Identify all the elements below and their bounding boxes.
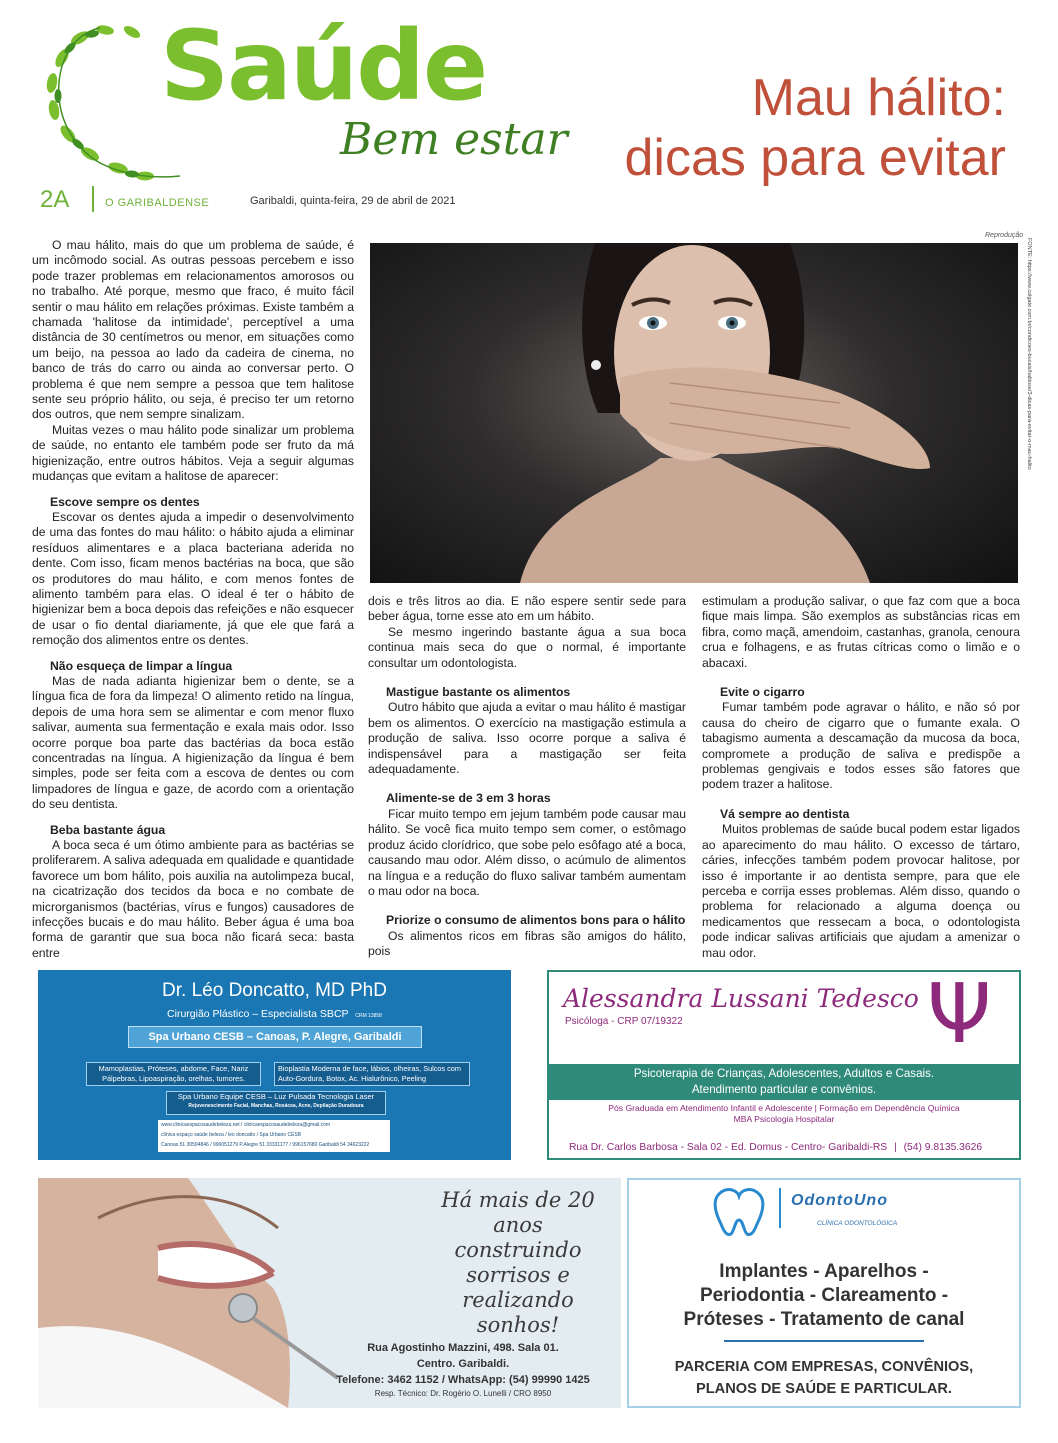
ad-services-left: Mamoplastias, Próteses, abdome, Face, Nariz Pálpebras, Lipoaspiração, orelhas, tumores. (86, 1062, 261, 1086)
ad-services-line-1: Implantes - Aparelhos - (719, 1261, 929, 1282)
paragraph: O mau hálito, mais do que um problema de saúde, é um incômodo social. As outras pessoas percebem e isso pode trazer problemas em relacionamentos amorosos ou no trabalho. Até porque, mesmo que fraco, é muito fácil sentir o mau hálito em relações próximas. Existe também a chamada 'halitose da intimidade', perceptível a uma distância de 30 centímetros ou menor, em situações como um beijo, na pessoa ao lado da cadeira de cinema, no banco de trás do carro ou ainda ao conversar perto. O problema é que nem sempre a pessoa que tem halitose sente seu próprio hálito, ou seja, é preciso ter um retorno dos outros, que nem sempre sinalizam. (32, 238, 354, 422)
ad-slogan-line-4: sonhos! (476, 1313, 560, 1337)
article-column-2 (368, 594, 686, 960)
ad-doctor-name: Dr. Léo Doncatto, MD PhD (162, 980, 387, 1001)
svg-text:FONTE: https://www.colgate.com: FONTE: https://www.colgate.com.br/condicoes-bucais/halitose/3-dicas-para-evitar-o-mau-halito (1026, 238, 1032, 470)
ad-doctor-crm: CRM 13858 (355, 1013, 382, 1019)
ad-credentials-line-2: MBA Psicologia Hospitalar (733, 1114, 835, 1124)
ad-footer (629, 1356, 1019, 1400)
ad-address-1: Rua Agostinho Mazzini, 498. Sala 01. (367, 1342, 559, 1354)
photo-credit: Reprodução (985, 232, 1024, 239)
ad-credentials-line-1: Pós Graduada em Atendimento Infantil e Adolescente | Formação em Dependência Química (608, 1103, 960, 1113)
section-heading: Evite o cigarro (720, 685, 805, 700)
date-line: Garibaldi, quinta-feira, 29 de abril de 2021 (250, 195, 456, 207)
section-heading: Beba bastante água (50, 822, 166, 837)
ad-contact (308, 1340, 618, 1400)
ad-laser-title: Spa Urbano Equipe CESB – Luz Pulsada Tecnologia Laser (177, 1092, 375, 1101)
ad-services (629, 1260, 1019, 1332)
ad-resp: Resp. Técnico: Dr. Rogério O. Lunelli / CRO 8950 (374, 1389, 552, 1398)
ad-slogan-line-1: Há mais de 20 anos (441, 1188, 595, 1237)
page-number: 2A (40, 186, 70, 213)
ad-contact-web[interactable]: www.clinicaespacosaudebeleza.net / clinicaespacosaudebeleza@gmail.com (161, 1122, 331, 1128)
ad-footer-line-2: PLANOS DE SAÚDE E PARTICULAR. (696, 1381, 952, 1397)
article-headline (624, 68, 1006, 189)
section-heading: Priorize o consumo de alimentos bons para o hálito (386, 913, 686, 928)
headline-line-1: Mau hálito: (751, 69, 1006, 127)
logo-divider (779, 1188, 781, 1228)
ad-services-right: Bioplastia Moderna de face, lábios, olheiras, Sulcos com Auto-Gordura, Botox, Ac. Hialurônico, Peeling (274, 1062, 470, 1086)
ad-contact-social: clínica espaço saúde beleza / leo doncatto / Spa Urbano CESB (161, 1132, 302, 1138)
section-heading: Mastigue bastante os alimentos (386, 685, 571, 700)
ad-psychologist-role: Psicóloga - CRP 07/19322 (565, 1016, 683, 1027)
ad-services-line-1: Psicoterapia de Crianças, Adolescentes, Adultos e Casais. (633, 1067, 935, 1080)
ad-address: Rua Dr. Carlos Barbosa - Sala 02 - Ed. Domus - Centro- Garibaldi-RS (569, 1142, 888, 1153)
paragraph: Se mesmo ingerindo bastante água a sua boca continua mais seca do que o normal, é importante consultar um odontologista. (368, 624, 686, 670)
brand-subtitle: CLÍNICA ODONTOLÓGICA (817, 1220, 898, 1227)
ad-contact-phones: Canoas 51 30594846 / 996051279 P.Alegre 51 33331177 / 996157680 Garibaldi 54 34623222 (161, 1142, 370, 1148)
ad-phone[interactable]: (54) 9.8135.3626 (903, 1142, 983, 1153)
ad-slogan-line-3: sorrisos e realizando (462, 1263, 574, 1312)
section-heading: Vá sempre ao dentista (720, 806, 850, 821)
paragraph: Muitas vezes o mau hálito pode sinalizar um problema de saúde, no entanto ele também pode ser fruto da má higienização, entre outros hábitos. Veja a seguir algumas mudanças que evitam a halitose de aparecer: (32, 422, 354, 484)
ad-services-line-2: Periodontia - Clareamento - (699, 1285, 949, 1306)
paragraph: Ficar muito tempo em jejum também pode causar mau hálito. Se você fica muito tempo sem comer, o estômago produz ácido clorídrico, que sobe pelo esôfago até a boca, causando mau odor. Além disso, o acúmulo de alimentos na língua e a redução do fluxo salivar também aumentam o mau odor na boca. (368, 806, 686, 898)
logo-bem-estar: Bem estar (340, 114, 568, 165)
paragraph: dois e três litros ao dia. E não espere sentir sede para beber água, torne esse ato em um hábito. (368, 594, 686, 624)
ad-slogan-line-2: construindo (454, 1238, 582, 1262)
paragraph: Muitos problemas de saúde bucal podem estar ligados ao aparecimento do mau hálito. O excesso de tártaro, cáries, infecções também podem provocar halitose, por isso é importante ir ao dentista sempre, para que ele perceba e corrija esses problemas. Além disso, quando o problema for relacionado a alguma doença ou medicamentos que ressecam a boca, o odontologista pode indicar salivas artificiais que ajudam a amenizar o mau odor. (702, 822, 1020, 960)
tooth-logo-icon (709, 1186, 769, 1238)
ad-tedesco[interactable] (547, 967, 1021, 1160)
ad-spa-bar: Spa Urbano CESB – Canoas, P. Alegre, Garibaldi (128, 1026, 422, 1048)
article-photo (370, 243, 1018, 583)
ad-services-line-3: Próteses - Tratamento de canal (683, 1309, 965, 1330)
paragraph: Mas de nada adianta higienizar bem o dente, se a língua fica de fora da limpeza! O alimento retido na língua, depois de uma hora sem se alimentar e com menor fluxo salivar, aumenta sua fermentação e exala mais odor. Isso ocorre porque boa parte das bactérias da boca estão concentradas na língua. A higienização da língua é bem simples, pode ser feita com a escova de dentes ou com limpadores de língua e gaze, de acordo com a orientação do seu dentista. (32, 673, 354, 812)
ad-laser-sub: Rejuvenescimento Facial, Manchas, Rosácea, Acne, Depilação Duradoura (188, 1103, 364, 1109)
section-heading: Não esqueça de limpar a língua (50, 658, 233, 673)
article-column-3 (702, 594, 1020, 961)
ad-credentials (549, 1103, 1019, 1125)
section-heading: Alimente-se de 3 em 3 horas (386, 791, 551, 806)
ad-address-line: Rua Dr. Carlos Barbosa - Sala 02 - Ed. Domus - Centro- Garibaldi-RS | (54) 9.8135.3626 (569, 1142, 983, 1153)
paragraph: Os alimentos ricos em fibras são amigos do hálito, pois (368, 928, 686, 959)
paragraph: Outro hábito que ajuda a evitar o mau hálito é mastigar bem os alimentos. O exercício na mastigação estimula a produção de saliva. Isso ocorre porque a saliva é indispensável para a mastigação ser feita adequadamente. (368, 700, 686, 777)
paragraph: Escovar os dentes ajuda a impedir o desenvolvimento de uma das fontes do mau hálito: o hábito ajuda a eliminar resíduos alimentares e a placa bacteriana aderida no dente. Com isso, ficam menos bactérias na boca, que são os produtores do mau hálito, e com menos fontes de alimento também para elas. O ideal é ter o hábito de higienizar bem a boca depois das refeições e não esquecer de usar o fio dental diariamente, já que ele que fará a remoção dos alimentos entre os dentes. (32, 509, 354, 648)
ad-slogan (418, 1188, 618, 1338)
paper-name: O GARIBALDENSE (105, 197, 210, 209)
paragraph: Fumar também pode agravar o hálito, e não só por causa do cheiro de cigarro que o fumante exala. O tabagismo aumenta a descamação da mucosa da boca, compromete a produção de saliva e predispõe a problemas gengivais e todos esses são fatores que podem trazer a halitose. (702, 700, 1020, 792)
ad-odontouno[interactable] (627, 1178, 1021, 1408)
headline-line-2: dicas para evitar (624, 129, 1006, 188)
article-column-1 (32, 238, 354, 961)
masthead-divider (92, 186, 94, 212)
logo-saude: Saúde (160, 10, 487, 122)
ad-contact-box (158, 1120, 390, 1152)
ad-footer-line-1: PARCERIA COM EMPRESAS, CONVÊNIOS, (674, 1359, 974, 1375)
paragraph: estimulam a produção salivar, o que faz com que a boca fique mais limpa. São exemplos as substâncias ricas em fibra, como maçã, amendoim, castanhas, granola, cenoura crua e folhagens, e as frutas cítricas como o limão e o abacaxi. (702, 594, 1020, 670)
ad-laser-box (166, 1091, 386, 1115)
ad-phone[interactable]: Telefone: 3462 1152 / WhatsApp: (54) 99990 1425 (336, 1374, 590, 1386)
ad-services-line-2: Atendimento particular e convênios. (691, 1083, 877, 1096)
ad-address-2: Centro. Garibaldi. (416, 1358, 510, 1370)
ad-divider (724, 1340, 924, 1342)
woman-covering-mouth-image (370, 243, 1018, 583)
section-heading: Escove sempre os dentes (50, 494, 200, 509)
paragraph: A boca seca é um ótimo ambiente para as bactérias se proliferarem. A saliva adequada em qualidade e quantidade favorece um bom hálito, pois auxilia na autolimpeza bucal, na cicatrização dos tecidos da boca e no combate de microrganismos (bactérias, vírus e fungos) causadores de infecções bucais e do mau hálito. Beber água é uma boa forma de garantir que sua boca não ficará seca: basta entre (32, 838, 354, 960)
ad-dental-smile[interactable] (38, 1178, 621, 1408)
ad-services-band (549, 1064, 1019, 1100)
psi-symbol-icon: Ψ (927, 967, 992, 1062)
brand-name: OdontoUno (791, 1192, 888, 1209)
ad-doctor-subtitle: Cirurgião Plástico – Especialista SBCP (167, 1008, 349, 1020)
ad-psychologist-name: Alessandra Lussani Tedesco (563, 984, 919, 1013)
photo-source-credit (1020, 236, 1032, 486)
ad-doncatto[interactable] (38, 970, 511, 1160)
